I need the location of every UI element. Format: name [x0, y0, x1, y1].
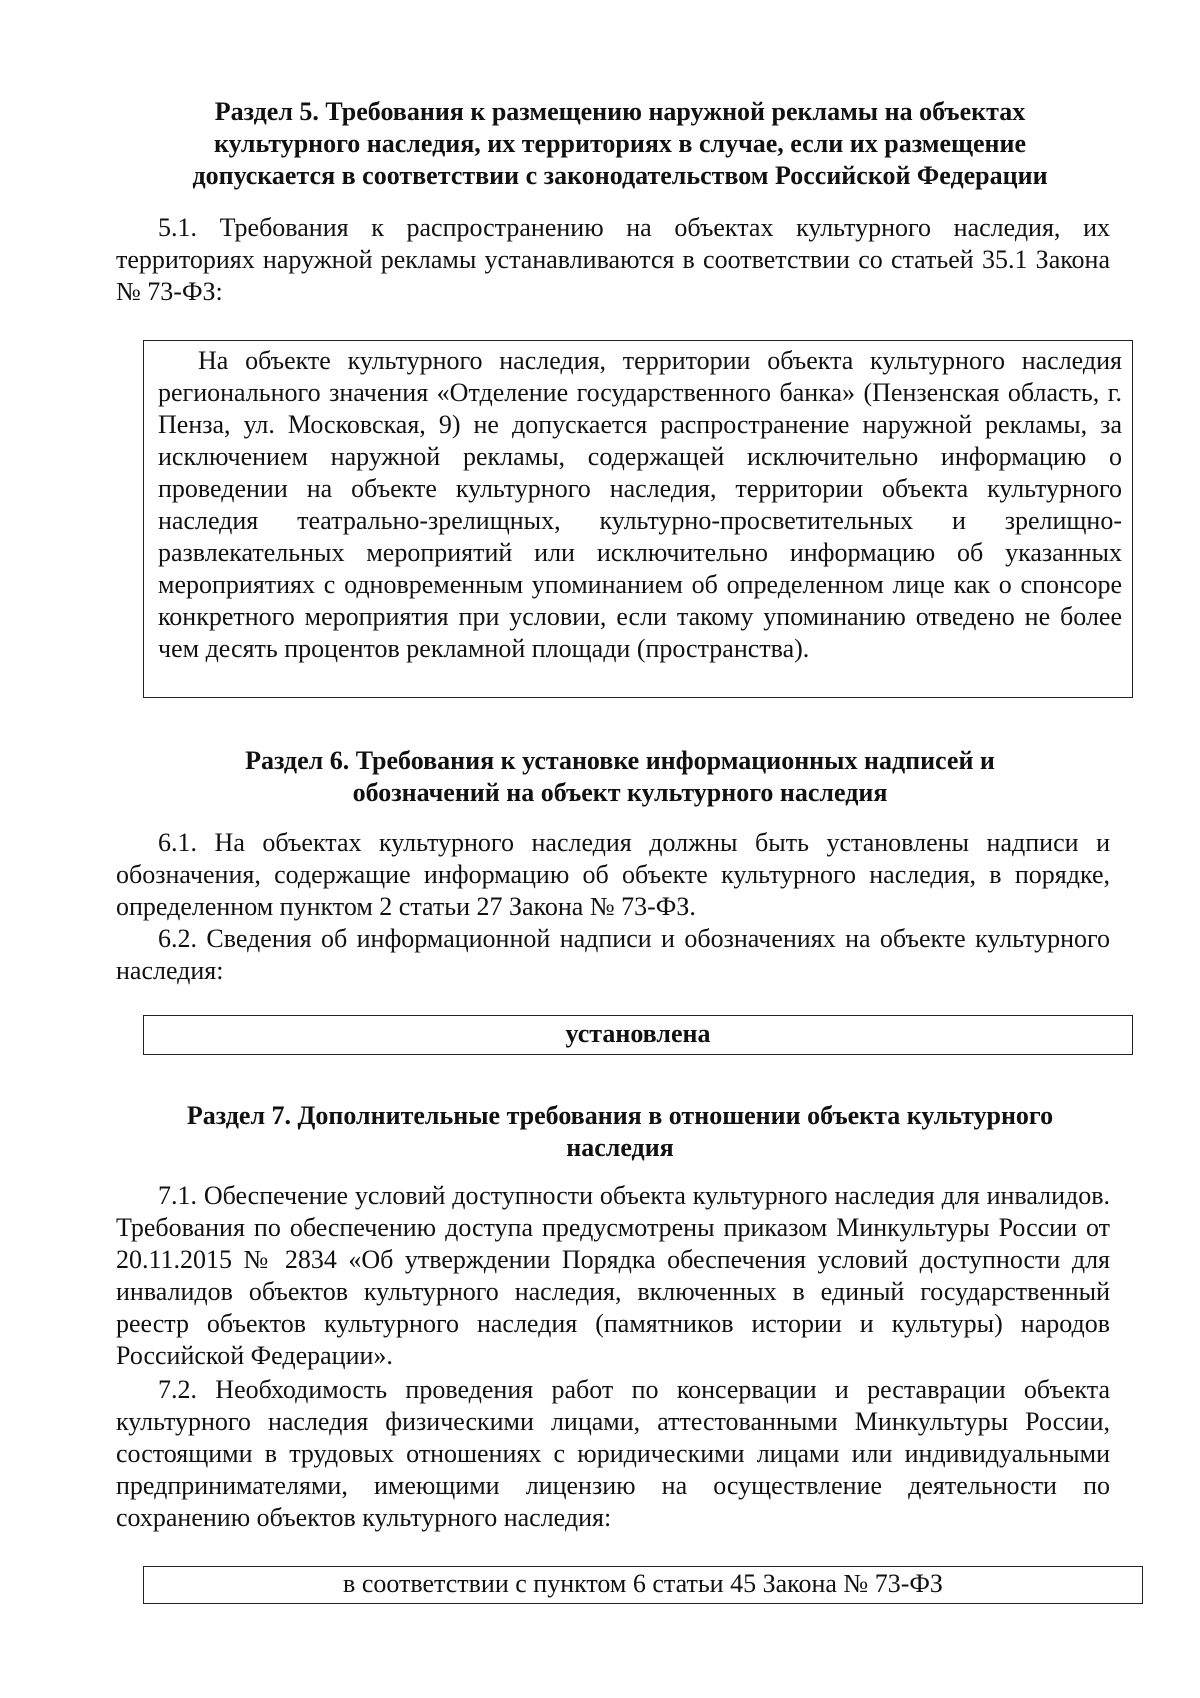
section6-paragraph-6-1: 6.1. На объектах культурного наследия должны быть установлены надписи и обозначения, содержащие информацию об объекте культурного наследия, в порядке, определенном пунктом 2 статьи 27 Закона № 73-ФЗ. [116, 828, 1110, 921]
section7-paragraph-7-1: 7.1. Обеспечение условий доступности объекта культурного наследия для инвалидов. Требования по обеспечению доступа предусмотрены приказом Минкультуры России от 20.11.2015 № 2834 «Об утверждении Порядка обеспечения условий доступности для инвалидов объектов культурного наследия, включенных в единый государственный реестр объектов культурного наследия (памятников истории и культуры) народов Российской Федерации». [116, 1181, 1110, 1370]
section6-heading [130, 745, 1110, 809]
section6-inscription-value: установлена [565, 1019, 711, 1048]
section7-restoration-box [143, 1566, 1143, 1604]
section5-advertising-box [143, 340, 1133, 698]
section5-paragraph-5-1: 5.1. Требования к распространению на объектах культурного наследия, их территориях наружной рекламы устанавливаются в соответствии со статьей 35.1 Закона № 73-ФЗ: [116, 213, 1110, 306]
section6-heading-line1: Раздел 6. Требования к установке информационных надписей и [245, 746, 995, 775]
section7-paragraph-7-2: 7.2. Необходимость проведения работ по консервации и реставрации объекта культурного наследия физическими лицами, аттестованными Минкультуры России, состоящими в трудовых отношениях с юридическими лицами или индивидуальными предпринимателями, имеющими лицензию на осуществление деятельности по сохранению объектов культурного наследия: [116, 1375, 1110, 1532]
section5-heading [130, 96, 1110, 192]
section7-heading-line1: Раздел 7. Дополнительные требования в отношении объекта культурного [186, 1101, 1054, 1130]
section5-advertising-box-text: На объекте культурного наследия, территории объекта культурного наследия регионального значения «Отделение государственного банка» (Пензенская область, г. Пенза, ул. Московская, 9) не допускается распространение наружной рекламы, за исключением наружной рекламы, содержащей исключительно информацию о проведении на объекте культурного наследия, территории объекта культурного наследия театрально-зрелищных, культурно-просветительных и зрелищно-развлекательных мероприятий или исключительно информацию об указанных мероприятиях с одновременным упоминанием об определенном лице как о спонсоре конкретного мероприятия при условии, если такому упоминанию отведено не более чем десять процентов рекламной площади (пространства). [158, 346, 1122, 663]
section6-paragraph-6-2: 6.2. Сведения об информационной надписи и обозначениях на объекте культурного наследия: [116, 924, 1110, 985]
section6-inscription-box [143, 1015, 1133, 1055]
section5-heading-line3: допускается в соответствии с законодательством Российской Федерации [192, 161, 1048, 190]
section7-heading [130, 1100, 1110, 1164]
section5-heading-line1: Раздел 5. Требования к размещению наружной рекламы на объектах [214, 97, 1026, 126]
section6-heading-line2: обозначений на объект культурного наследия [352, 778, 888, 807]
section7-heading-line2: наследия [566, 1133, 674, 1162]
section7-restoration-value: в соответствии с пунктом 6 статьи 45 Закона № 73-ФЗ [343, 1569, 943, 1598]
section5-heading-line2: культурного наследия, их территориях в случае, если их размещение [213, 129, 1027, 158]
